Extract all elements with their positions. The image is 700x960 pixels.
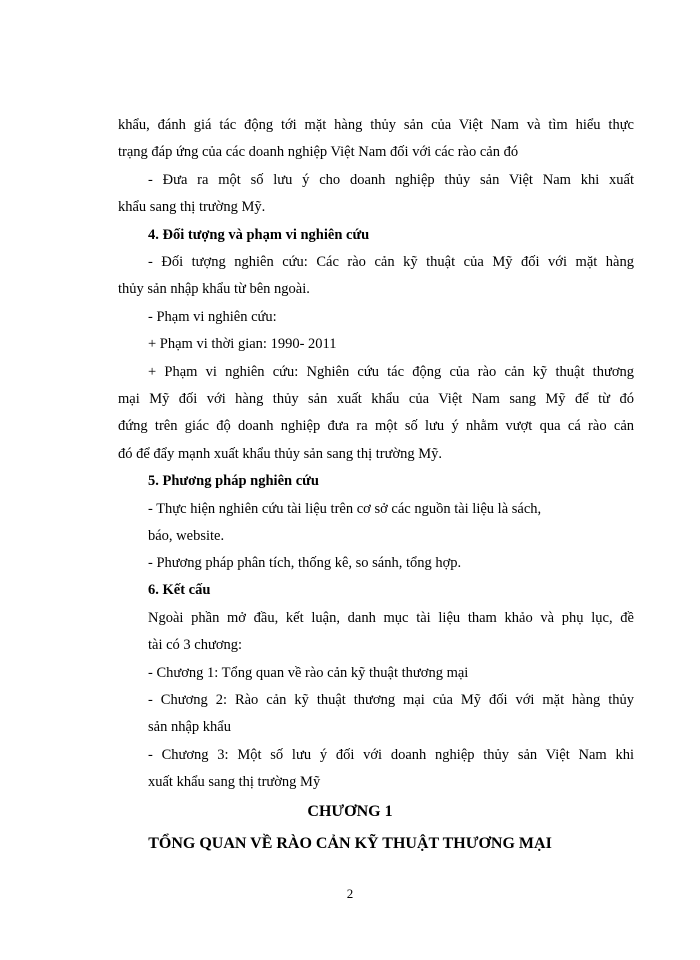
section-heading: 5. Phương pháp nghiên cứu — [148, 473, 319, 489]
paragraph-line: Ngoài phần mở đầu, kết luận, danh mục tài liệu tham khảo và phụ lục, đề — [148, 610, 634, 626]
paragraph-line: sản nhập khẩu — [148, 719, 231, 735]
paragraph-line: - Đưa ra một số lưu ý cho doanh nghiệp thủy sản Việt Nam khi xuất — [148, 172, 634, 188]
paragraph-line: mại Mỹ đối với hàng thủy sản xuất khẩu của Việt Nam sang Mỹ để từ đó — [118, 391, 634, 407]
paragraph-line: - Chương 2: Rào cản kỹ thuật thương mại của Mỹ đối với mặt hàng thủy — [148, 692, 634, 708]
section-heading: 4. Đối tượng và phạm vi nghiên cứu — [148, 227, 370, 243]
paragraph-line: thủy sản nhập khẩu từ bên ngoài. — [118, 281, 310, 297]
paragraph-line: + Phạm vi nghiên cứu: Nghiên cứu tác động của rào cản kỹ thuật thương — [148, 364, 634, 380]
paragraph-line: + Phạm vi thời gian: 1990- 2011 — [148, 336, 337, 352]
paragraph-line: trạng đáp ứng của các doanh nghiệp Việt Nam đối với các rào cản đó — [118, 144, 519, 160]
paragraph-line: đó để đẩy mạnh xuất khẩu thủy sản sang thị trường Mỹ. — [118, 446, 443, 462]
paragraph-line: - Chương 1: Tổng quan về rào cản kỹ thuật thương mại — [148, 665, 469, 681]
paragraph-line: khẩu, đánh giá tác động tới mặt hàng thủy sản của Việt Nam và tìm hiểu thực — [118, 117, 634, 133]
paragraph-line: - Phạm vi nghiên cứu: — [148, 309, 277, 325]
paragraph-line: báo, website. — [148, 528, 225, 544]
paragraph-line: - Chương 3: Một số lưu ý đối với doanh nghiệp thủy sản Việt Nam khi — [148, 747, 634, 763]
paragraph-line: xuất khẩu sang thị trường Mỹ — [148, 774, 321, 790]
paragraph-line: khẩu sang thị trường Mỹ. — [118, 199, 266, 215]
section-heading: 6. Kết cấu — [148, 582, 211, 598]
paragraph-line: - Đối tượng nghiên cứu: Các rào cản kỹ thuật của Mỹ đối với mặt hàng — [148, 254, 634, 270]
chapter-number: CHƯƠNG 1 — [307, 803, 393, 820]
paragraph-line: tài có 3 chương: — [148, 637, 243, 653]
paragraph-line: đứng trên giác độ doanh nghiệp đưa ra một số lưu ý nhằm vượt qua cá rào cản — [118, 418, 634, 434]
chapter-title: TỔNG QUAN VỀ RÀO CẢN KỸ THUẬT THƯƠNG MẠI — [148, 835, 552, 852]
page-number: 2 — [346, 886, 354, 901]
paragraph-line: - Phương pháp phân tích, thống kê, so sánh, tổng hợp. — [148, 555, 462, 571]
paragraph-line: - Thực hiện nghiên cứu tài liệu trên cơ sở các nguồn tài liệu là sách, — [148, 501, 542, 517]
